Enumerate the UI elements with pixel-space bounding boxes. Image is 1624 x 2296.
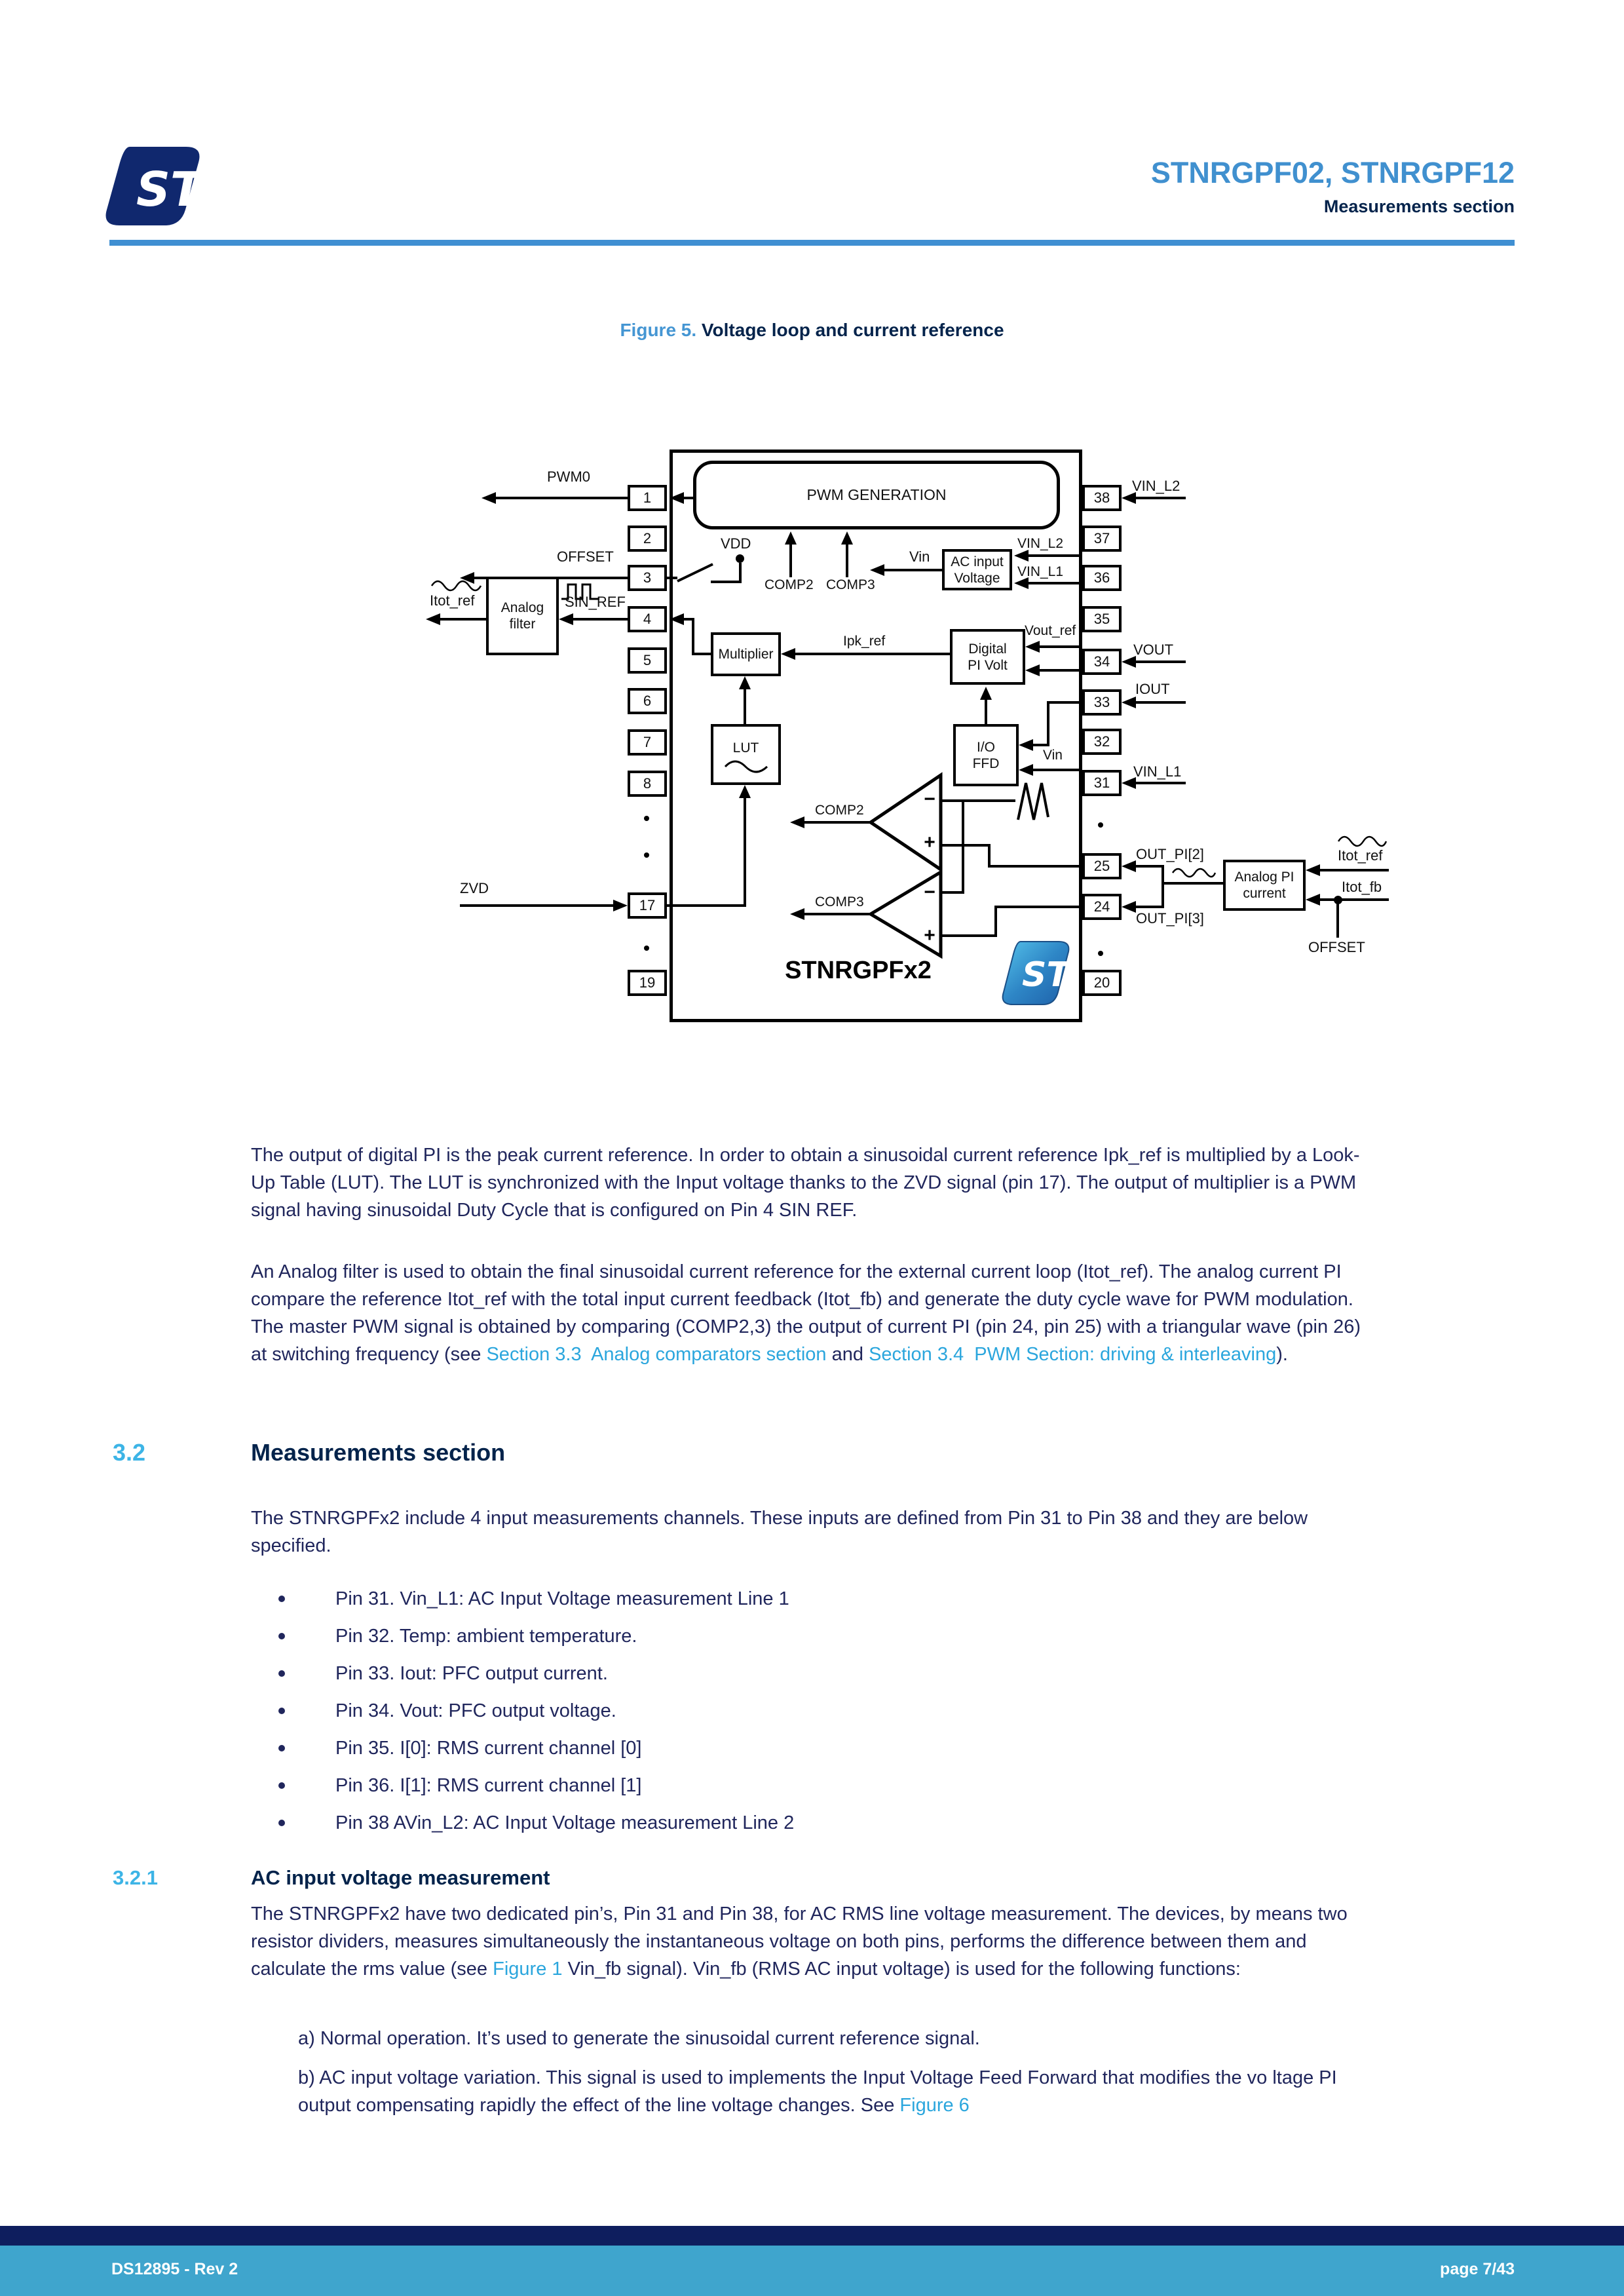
footer <box>0 2246 1624 2296</box>
arrowhead-icon <box>790 908 804 920</box>
io-ffd-block: I/O FFD <box>953 724 1019 786</box>
signal-vout-ext: VOUT <box>1133 641 1174 658</box>
wire <box>493 497 628 499</box>
signal-out-pi3: OUT_PI[3] <box>1136 910 1204 927</box>
wire <box>803 821 871 824</box>
wire <box>883 569 942 571</box>
svg-text:ST: ST <box>136 162 202 217</box>
arrowhead-icon <box>1025 664 1040 676</box>
arrowhead-icon <box>739 676 751 689</box>
section-3-2-title: Measurements section <box>251 1439 506 1466</box>
section-3-2-1-number: 3.2.1 <box>113 1866 158 1889</box>
bullet-icon <box>278 1745 285 1751</box>
st-logo-chip <box>1002 940 1073 1006</box>
signal-comp3-out: COMP3 <box>815 894 864 909</box>
arrowhead-icon <box>1014 577 1029 589</box>
block-diagram <box>419 403 1395 1029</box>
arrowhead-icon <box>785 531 797 545</box>
text-run: The output of digital PI is the peak current reference. In order to obtain a sinusoidal current reference Ipk_ref is multiplied by a Look-Up Table (LUT). The LUT is synchronized with the Input voltage thanks to the ZVD signal (pin 17). The output of multiplier is a PWM signal having sinusoidal Duty Cycle that is configured on Pin 4 SIN REF. <box>251 1145 1360 1221</box>
svg-text:ST: ST <box>1022 955 1070 995</box>
wire <box>988 865 1082 868</box>
plus-sign: + <box>924 832 935 853</box>
arrowhead-icon <box>870 564 884 576</box>
pin-20: 20 <box>1082 970 1122 996</box>
footer-navy-bar <box>0 2226 1624 2246</box>
arrowhead-icon <box>1122 860 1136 872</box>
wire <box>1135 865 1164 868</box>
wire <box>985 698 987 724</box>
signal-comp2: COMP2 <box>765 577 814 592</box>
paragraph-analog-filter <box>251 1258 1381 1368</box>
multiplier-block: Multiplier <box>711 632 781 676</box>
text-run: Vin_fb signal). Vin_fb (RMS AC input voltage) is used for the following functions: <box>562 1959 1241 1980</box>
wire <box>994 906 997 937</box>
digital-pi-volt-block: Digital PI Volt <box>950 629 1025 685</box>
arrowhead-icon <box>1019 764 1033 776</box>
pin-3: 3 <box>628 565 667 591</box>
signal-vin-l1-ext: VIN_L1 <box>1133 763 1182 780</box>
analog-filter-block: Analog filter <box>486 577 559 655</box>
wire <box>1135 660 1186 663</box>
wire <box>803 913 871 915</box>
list-item: Pin 33. Iout: PFC output current. <box>251 1660 1381 1687</box>
wire <box>739 563 742 583</box>
signal-vin-ffd: Vin <box>1043 748 1063 763</box>
pin-36: 36 <box>1082 565 1122 591</box>
signal-sin-ref: SIN_REF <box>565 594 626 610</box>
figure-number: Figure 5. <box>620 320 697 340</box>
wire <box>1047 701 1049 746</box>
minus-sign: − <box>924 788 935 810</box>
arrowhead-icon <box>980 687 992 700</box>
pin-33: 33 <box>1082 689 1122 716</box>
wire <box>1135 701 1186 704</box>
text-run: The STNRGPFx2 have two dedicated pin’s, Pin 31 and Pin 38, for AC RMS line voltage measurement. The devices, by means two resistor dividers, measures simultaneously the instantaneous voltage on both pins, performs the difference between them and calculate the rms value (see <box>251 1904 1348 1980</box>
wire <box>1027 554 1080 557</box>
signal-vin-out: Vin <box>909 548 930 565</box>
pin-4: 4 <box>628 606 667 632</box>
pwm-generation-block <box>693 461 1060 529</box>
switch-blade-icon <box>675 562 715 583</box>
signal-itot-fb: Itot_fb <box>1342 879 1382 895</box>
wire <box>994 906 1082 908</box>
text-run: An Analog filter is used to obtain the final sinusoidal current reference for the external current loop (Itot_ref). The analog current PI compare the reference Itot_ref with the total input current feedback (Itot_fb) and generate the duty cycle wave for PWM modulation. The master PWM signal is obtained by comparing (COMP2,3) the output of current PI (pin 24, pin 25) with a triangular wave (pin 26) at switching frequency (see <box>251 1261 1361 1365</box>
signal-itot-ref-left: Itot_ref <box>430 592 475 609</box>
header-section-name: Measurements section <box>1323 197 1515 216</box>
cross-reference-link[interactable]: Section 3.3 Analog comparators section <box>486 1344 827 1365</box>
item-b <box>298 2064 1386 2119</box>
arrowhead-icon <box>670 613 684 625</box>
lut-block: LUT <box>711 724 781 785</box>
wire <box>1319 869 1389 871</box>
cross-reference-link[interactable]: Figure 6 <box>899 2095 970 2116</box>
analog-pi-current-block: Analog PI current <box>1223 860 1306 911</box>
signal-zvd: ZVD <box>460 880 489 896</box>
pin-7: 7 <box>628 729 667 756</box>
pin-5: 5 <box>628 647 667 674</box>
wire <box>711 581 742 583</box>
wire <box>693 653 711 655</box>
list-item: Pin 34. Vout: PFC output voltage. <box>251 1698 1381 1724</box>
wire <box>941 799 1015 802</box>
item-a <box>298 2025 1386 2052</box>
signal-vdd: VDD <box>721 535 751 552</box>
figure-title: Voltage loop and current reference <box>696 320 1004 340</box>
wire <box>1027 582 1080 584</box>
pin-1: 1 <box>628 485 667 511</box>
wire <box>1048 701 1082 704</box>
pin-19: 19 <box>628 970 667 996</box>
wire <box>1161 882 1223 885</box>
signal-comp3: COMP3 <box>826 577 875 592</box>
list-item: Pin 32. Temp: ambient temperature. <box>251 1623 1381 1649</box>
plus-sign: + <box>924 925 935 946</box>
arrowhead-icon <box>1014 550 1029 562</box>
wire <box>1161 865 1164 908</box>
pin-ellipsis-dot <box>644 946 649 951</box>
bullet-icon <box>278 1820 285 1826</box>
pin-ellipsis-dot <box>1098 822 1103 828</box>
cross-reference-link[interactable]: Figure 1 <box>493 1959 563 1980</box>
signal-vout-ref: Vout_ref <box>1025 623 1076 638</box>
list-item: Pin 31. Vin_L1: AC Input Voltage measurement Line 1 <box>251 1586 1381 1612</box>
arrowhead-icon <box>1019 739 1033 751</box>
arrowhead-icon <box>1025 641 1040 653</box>
wire <box>789 543 792 577</box>
pin-25: 25 <box>1082 853 1122 879</box>
header <box>1151 156 1515 217</box>
sine-wave-icon <box>723 756 769 769</box>
page-title: STNRGPF02, STNRGPF12 <box>1150 156 1515 189</box>
wire <box>1033 744 1048 746</box>
arrowhead-icon <box>739 785 751 798</box>
text-run: a) Normal operation. It’s used to generate the sinusoidal current reference signal. <box>298 2028 980 2049</box>
arrowhead-icon <box>1122 901 1136 913</box>
pin-34: 34 <box>1082 649 1122 675</box>
bullet-icon <box>278 1633 285 1639</box>
arrowhead-icon <box>1306 894 1320 906</box>
signal-vin-l1-inner: VIN_L1 <box>1017 564 1064 579</box>
bullet-icon <box>278 1596 285 1602</box>
section-3-2-1-title: AC input voltage measurement <box>251 1866 550 1889</box>
arrowhead-icon <box>1122 697 1136 708</box>
arrowhead-icon <box>426 613 440 625</box>
text-run: ). <box>1276 1344 1288 1365</box>
wire <box>1319 898 1389 901</box>
minus-sign: − <box>924 881 935 903</box>
signal-out-pi2: OUT_PI[2] <box>1136 846 1204 862</box>
pin-6: 6 <box>628 688 667 714</box>
page-number: page 7/43 <box>1440 2260 1515 2278</box>
text-run: b) AC input voltage variation. This signal is used to implements the Input Voltage Feed Forward that modifies the vo ltage PI output compensating rapidly the effect of the line voltage changes. See <box>298 2067 1337 2116</box>
text-run: and <box>826 1344 869 1365</box>
arrowhead-icon <box>781 648 795 660</box>
wire <box>1038 645 1080 648</box>
triangle-wave-icon <box>1017 779 1049 822</box>
wire <box>1135 497 1186 499</box>
wire <box>794 653 950 655</box>
wire <box>1033 769 1080 771</box>
signal-offset-right: OFFSET <box>1308 939 1365 955</box>
pin-bullet-list <box>251 1586 1381 1847</box>
signal-comp2-out: COMP2 <box>815 803 864 818</box>
pin-32: 32 <box>1082 729 1122 755</box>
figure-caption <box>0 320 1624 341</box>
wire <box>692 618 694 655</box>
wire <box>571 618 628 621</box>
signal-itot-ref-right: Itot_ref <box>1338 847 1383 864</box>
list-item: Pin 38 AVin_L2: AC Input Voltage measurement Line 2 <box>251 1810 1381 1836</box>
ac-input-voltage-block: AC input Voltage <box>942 549 1012 590</box>
sine-squiggle-icon <box>430 575 482 589</box>
header-rule <box>109 240 1515 246</box>
arrowhead-icon <box>613 900 628 911</box>
pin-24: 24 <box>1082 894 1122 920</box>
wire <box>744 689 746 724</box>
bullet-icon <box>278 1708 285 1714</box>
list-item: Pin 35. I[0]: RMS current channel [0] <box>251 1735 1381 1761</box>
wire <box>683 497 694 499</box>
signal-ipk-ref: Ipk_ref <box>843 634 886 649</box>
arrowhead-icon <box>670 492 684 504</box>
st-logo <box>105 145 204 227</box>
doc-id: DS12895 - Rev 2 <box>111 2260 238 2278</box>
arrowhead-icon <box>841 531 853 545</box>
pin-17: 17 <box>628 892 667 919</box>
wire <box>460 904 613 907</box>
wire <box>1336 900 1339 938</box>
wire <box>941 844 991 847</box>
signal-vin-l2-inner: VIN_L2 <box>1017 536 1064 551</box>
wire <box>1135 906 1164 908</box>
signal-pwm0: PWM0 <box>547 469 590 485</box>
signal-iout-ext: IOUT <box>1135 681 1170 697</box>
pwm-generation-label: PWM GENERATION <box>806 486 947 503</box>
arrowhead-icon <box>1122 656 1136 668</box>
arrowhead-icon <box>1306 864 1320 876</box>
cross-reference-link[interactable]: Section 3.4 PWM Section: driving & interleaving <box>869 1344 1277 1365</box>
wire <box>667 904 746 907</box>
wire <box>1038 669 1080 672</box>
bullet-icon <box>278 1670 285 1677</box>
pin-35: 35 <box>1082 606 1122 632</box>
pin-ellipsis-dot <box>644 852 649 858</box>
section-3-2-1-paragraph <box>251 1900 1381 1983</box>
wire <box>439 618 486 621</box>
pin-31: 31 <box>1082 770 1122 796</box>
sine-squiggle-icon <box>1336 830 1388 845</box>
pin-ellipsis-dot <box>1098 951 1103 956</box>
pin-ellipsis-dot <box>644 816 649 821</box>
wire <box>846 543 848 577</box>
paragraph-digital-pi <box>251 1141 1381 1224</box>
list-item: Pin 36. I[1]: RMS current channel [1] <box>251 1772 1381 1799</box>
pin-2: 2 <box>628 526 667 552</box>
wire <box>941 934 997 937</box>
bullet-icon <box>278 1782 285 1789</box>
chip-name: STNRGPFx2 <box>785 957 932 984</box>
wire <box>941 891 964 894</box>
section-3-2-intro: The STNRGPFx2 include 4 input measurements channels. These inputs are defined from Pin 31 to Pin 38 and they are below specified. <box>251 1508 1308 1556</box>
signal-vin-l2-ext: VIN_L2 <box>1132 478 1180 494</box>
pin-8: 8 <box>628 771 667 797</box>
wire <box>1135 782 1186 784</box>
sine-squiggle-icon <box>1171 863 1217 876</box>
pin-37: 37 <box>1082 526 1122 552</box>
arrowhead-icon <box>1122 492 1136 504</box>
pin-38: 38 <box>1082 485 1122 511</box>
wire <box>744 797 746 906</box>
arrowhead-icon <box>790 816 804 828</box>
wire <box>988 844 991 868</box>
signal-offset-left: OFFSET <box>557 548 614 565</box>
section-3-2-number: 3.2 <box>113 1439 146 1466</box>
vdd-node-dot <box>736 554 744 563</box>
arrowhead-icon <box>1122 777 1136 789</box>
